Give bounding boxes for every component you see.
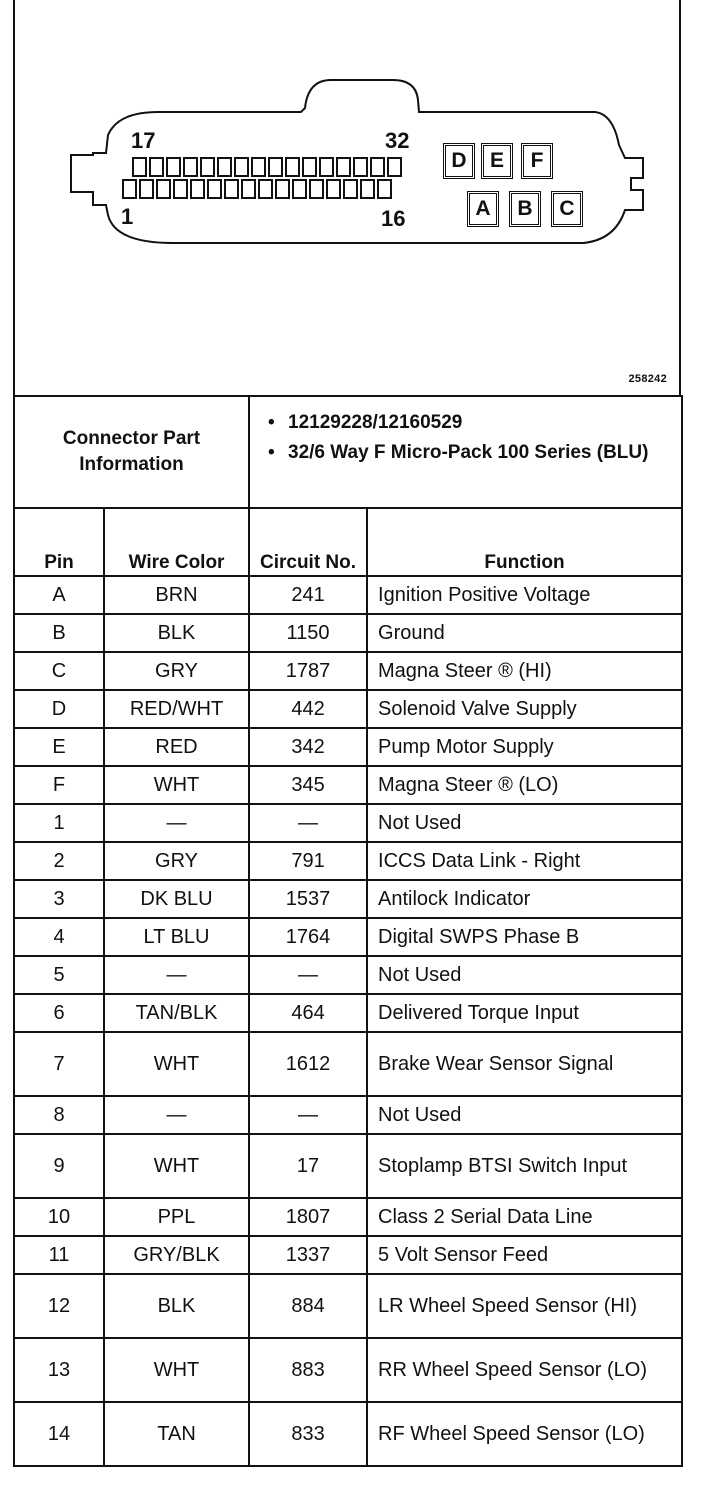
wire-color-cell: PPL bbox=[104, 1198, 249, 1236]
circuit-cell: 1787 bbox=[249, 652, 367, 690]
pin-cavity-top bbox=[201, 158, 214, 176]
wire-color-cell: RED/WHT bbox=[104, 690, 249, 728]
pin-cavity-bottom bbox=[242, 180, 255, 198]
pin-cavity-bottom bbox=[327, 180, 340, 198]
circuit-cell: 884 bbox=[249, 1274, 367, 1338]
pin-cell: D bbox=[14, 690, 104, 728]
circuit-cell: 17 bbox=[249, 1134, 367, 1198]
function-cell: 5 Volt Sensor Feed bbox=[367, 1236, 682, 1274]
wire-color-cell: WHT bbox=[104, 766, 249, 804]
wire-color-cell: BLK bbox=[104, 1274, 249, 1338]
circuit-cell: 1150 bbox=[249, 614, 367, 652]
cavity-a: A bbox=[467, 191, 499, 227]
pin-cavity-top bbox=[252, 158, 265, 176]
circuit-cell: 464 bbox=[249, 994, 367, 1032]
table-row bbox=[14, 918, 682, 956]
header-pin: Pin bbox=[14, 508, 104, 576]
function-cell: LR Wheel Speed Sensor (HI) bbox=[367, 1274, 682, 1338]
pin-cavity-bottom bbox=[140, 180, 153, 198]
pin-cell: F bbox=[14, 766, 104, 804]
pin-cavity-bottom bbox=[157, 180, 170, 198]
table-row bbox=[14, 576, 682, 614]
pin-cavity-bottom bbox=[123, 180, 136, 198]
cavity-b: B bbox=[509, 191, 541, 227]
pin-cavity-top bbox=[235, 158, 248, 176]
pin-cavity-bottom bbox=[174, 180, 187, 198]
function-cell: Brake Wear Sensor Signal bbox=[367, 1032, 682, 1096]
pin-cavity-top bbox=[269, 158, 282, 176]
connector-info-row bbox=[14, 396, 682, 508]
pin-cell: 8 bbox=[14, 1096, 104, 1134]
wire-color-cell: DK BLU bbox=[104, 880, 249, 918]
table-row bbox=[14, 728, 682, 766]
wire-color-cell: BLK bbox=[104, 614, 249, 652]
table-row bbox=[14, 1338, 682, 1402]
connector-info-label: Connector Part Information bbox=[14, 396, 249, 508]
function-cell: Stoplamp BTSI Switch Input bbox=[367, 1134, 682, 1198]
pin-label-16: 16 bbox=[381, 206, 406, 231]
pin-cavity-bottom bbox=[225, 180, 238, 198]
pin-cell: 4 bbox=[14, 918, 104, 956]
pin-cavity-top bbox=[388, 158, 401, 176]
wire-color-cell: GRY bbox=[104, 652, 249, 690]
table-row bbox=[14, 1134, 682, 1198]
function-cell: Delivered Torque Input bbox=[367, 994, 682, 1032]
circuit-cell: 1537 bbox=[249, 880, 367, 918]
pin-cell: 10 bbox=[14, 1198, 104, 1236]
function-cell: Solenoid Valve Supply bbox=[367, 690, 682, 728]
function-cell: RF Wheel Speed Sensor (LO) bbox=[367, 1402, 682, 1466]
pin-cavity-bottom bbox=[208, 180, 221, 198]
circuit-cell: — bbox=[249, 804, 367, 842]
pin-cavity-top bbox=[286, 158, 299, 176]
pin-cavity-bottom bbox=[259, 180, 272, 198]
function-cell: Pump Motor Supply bbox=[367, 728, 682, 766]
circuit-cell: — bbox=[249, 956, 367, 994]
pin-cell: 9 bbox=[14, 1134, 104, 1198]
table-row bbox=[14, 614, 682, 652]
circuit-cell: 342 bbox=[249, 728, 367, 766]
pin-cavity-bottom bbox=[344, 180, 357, 198]
function-cell: Magna Steer ® (LO) bbox=[367, 766, 682, 804]
pin-cell: 7 bbox=[14, 1032, 104, 1096]
wire-color-cell: GRY bbox=[104, 842, 249, 880]
table-row bbox=[14, 652, 682, 690]
connector-type: • 32/6 Way F Micro-Pack 100 Series (BLU) bbox=[268, 441, 681, 465]
connector-diagram bbox=[13, 0, 681, 395]
pin-cell: 3 bbox=[14, 880, 104, 918]
function-cell: ICCS Data Link - Right bbox=[367, 842, 682, 880]
pin-cell: A bbox=[14, 576, 104, 614]
table-header-row bbox=[14, 508, 682, 576]
circuit-cell: 442 bbox=[249, 690, 367, 728]
wire-color-cell: — bbox=[104, 956, 249, 994]
pin-cavity-top bbox=[150, 158, 163, 176]
table-row bbox=[14, 1198, 682, 1236]
wire-color-cell: WHT bbox=[104, 1032, 249, 1096]
wire-color-cell: GRY/BLK bbox=[104, 1236, 249, 1274]
pin-cell: E bbox=[14, 728, 104, 766]
table-row bbox=[14, 766, 682, 804]
cavity-e: E bbox=[481, 143, 513, 179]
pin-label-32: 32 bbox=[385, 128, 410, 153]
pin-cell: 6 bbox=[14, 994, 104, 1032]
pin-cell: 11 bbox=[14, 1236, 104, 1274]
circuit-cell: 345 bbox=[249, 766, 367, 804]
pin-cell: 14 bbox=[14, 1402, 104, 1466]
table-row bbox=[14, 1096, 682, 1134]
function-cell: Ignition Positive Voltage bbox=[367, 576, 682, 614]
table-row bbox=[14, 880, 682, 918]
cavity-f: F bbox=[521, 143, 553, 179]
pin-label-1: 1 bbox=[121, 204, 134, 229]
function-cell: Magna Steer ® (HI) bbox=[367, 652, 682, 690]
figure-id: 258242 bbox=[628, 373, 667, 385]
pin-cavity-top bbox=[337, 158, 350, 176]
circuit-cell: 1764 bbox=[249, 918, 367, 956]
function-cell: RR Wheel Speed Sensor (LO) bbox=[367, 1338, 682, 1402]
pin-cell: B bbox=[14, 614, 104, 652]
function-cell: Ground bbox=[367, 614, 682, 652]
pin-cell: 12 bbox=[14, 1274, 104, 1338]
table-body bbox=[14, 576, 682, 1466]
circuit-cell: 883 bbox=[249, 1338, 367, 1402]
header-circuit-no: Circuit No. bbox=[249, 508, 367, 576]
cavity-c: C bbox=[551, 191, 583, 227]
wire-color-cell: RED bbox=[104, 728, 249, 766]
pin-cavity-bottom bbox=[378, 180, 391, 198]
table-row bbox=[14, 956, 682, 994]
pin-cell: 1 bbox=[14, 804, 104, 842]
table-row bbox=[14, 1032, 682, 1096]
function-cell: Digital SWPS Phase B bbox=[367, 918, 682, 956]
table-row bbox=[14, 842, 682, 880]
pin-cell: 13 bbox=[14, 1338, 104, 1402]
pin-cell: C bbox=[14, 652, 104, 690]
pin-cavity-bottom bbox=[310, 180, 323, 198]
pin-cavity-top bbox=[320, 158, 333, 176]
table-row bbox=[14, 1274, 682, 1338]
pin-cell: 2 bbox=[14, 842, 104, 880]
function-cell: Not Used bbox=[367, 804, 682, 842]
header-function: Function bbox=[367, 508, 682, 576]
function-cell: Antilock Indicator bbox=[367, 880, 682, 918]
header-wire-color: Wire Color bbox=[104, 508, 249, 576]
cavity-d: D bbox=[443, 143, 475, 179]
pin-cavity-top bbox=[371, 158, 384, 176]
pin-label-17: 17 bbox=[131, 128, 156, 153]
table-row bbox=[14, 1402, 682, 1466]
circuit-cell: 833 bbox=[249, 1402, 367, 1466]
pin-cavity-bottom bbox=[293, 180, 306, 198]
pin-cell: 5 bbox=[14, 956, 104, 994]
wire-color-cell: — bbox=[104, 1096, 249, 1134]
pin-cavity-bottom bbox=[276, 180, 289, 198]
wire-color-cell: BRN bbox=[104, 576, 249, 614]
pinout-table bbox=[13, 395, 683, 1467]
wire-color-cell: WHT bbox=[104, 1338, 249, 1402]
function-cell: Class 2 Serial Data Line bbox=[367, 1198, 682, 1236]
circuit-cell: 1807 bbox=[249, 1198, 367, 1236]
function-cell: Not Used bbox=[367, 956, 682, 994]
wire-color-cell: WHT bbox=[104, 1134, 249, 1198]
pin-cavity-top bbox=[167, 158, 180, 176]
pin-cavity-bottom bbox=[191, 180, 204, 198]
wire-color-cell: TAN bbox=[104, 1402, 249, 1466]
circuit-cell: 1612 bbox=[249, 1032, 367, 1096]
table-row bbox=[14, 1236, 682, 1274]
circuit-cell: 1337 bbox=[249, 1236, 367, 1274]
wire-color-cell: LT BLU bbox=[104, 918, 249, 956]
wire-color-cell: — bbox=[104, 804, 249, 842]
wire-color-cell: TAN/BLK bbox=[104, 994, 249, 1032]
pin-cavity-top bbox=[303, 158, 316, 176]
pin-cavity-top bbox=[354, 158, 367, 176]
function-cell: Not Used bbox=[367, 1096, 682, 1134]
connector-part-number: • 12129228/12160529 bbox=[268, 411, 681, 435]
pin-cavity-bottom bbox=[361, 180, 374, 198]
table-row bbox=[14, 994, 682, 1032]
circuit-cell: 241 bbox=[249, 576, 367, 614]
pin-cavity-top bbox=[133, 158, 146, 176]
connector-info-list bbox=[249, 396, 682, 508]
table-row bbox=[14, 804, 682, 842]
pin-cavity-top bbox=[184, 158, 197, 176]
circuit-cell: — bbox=[249, 1096, 367, 1134]
table-row bbox=[14, 690, 682, 728]
pin-cavity-top bbox=[218, 158, 231, 176]
circuit-cell: 791 bbox=[249, 842, 367, 880]
